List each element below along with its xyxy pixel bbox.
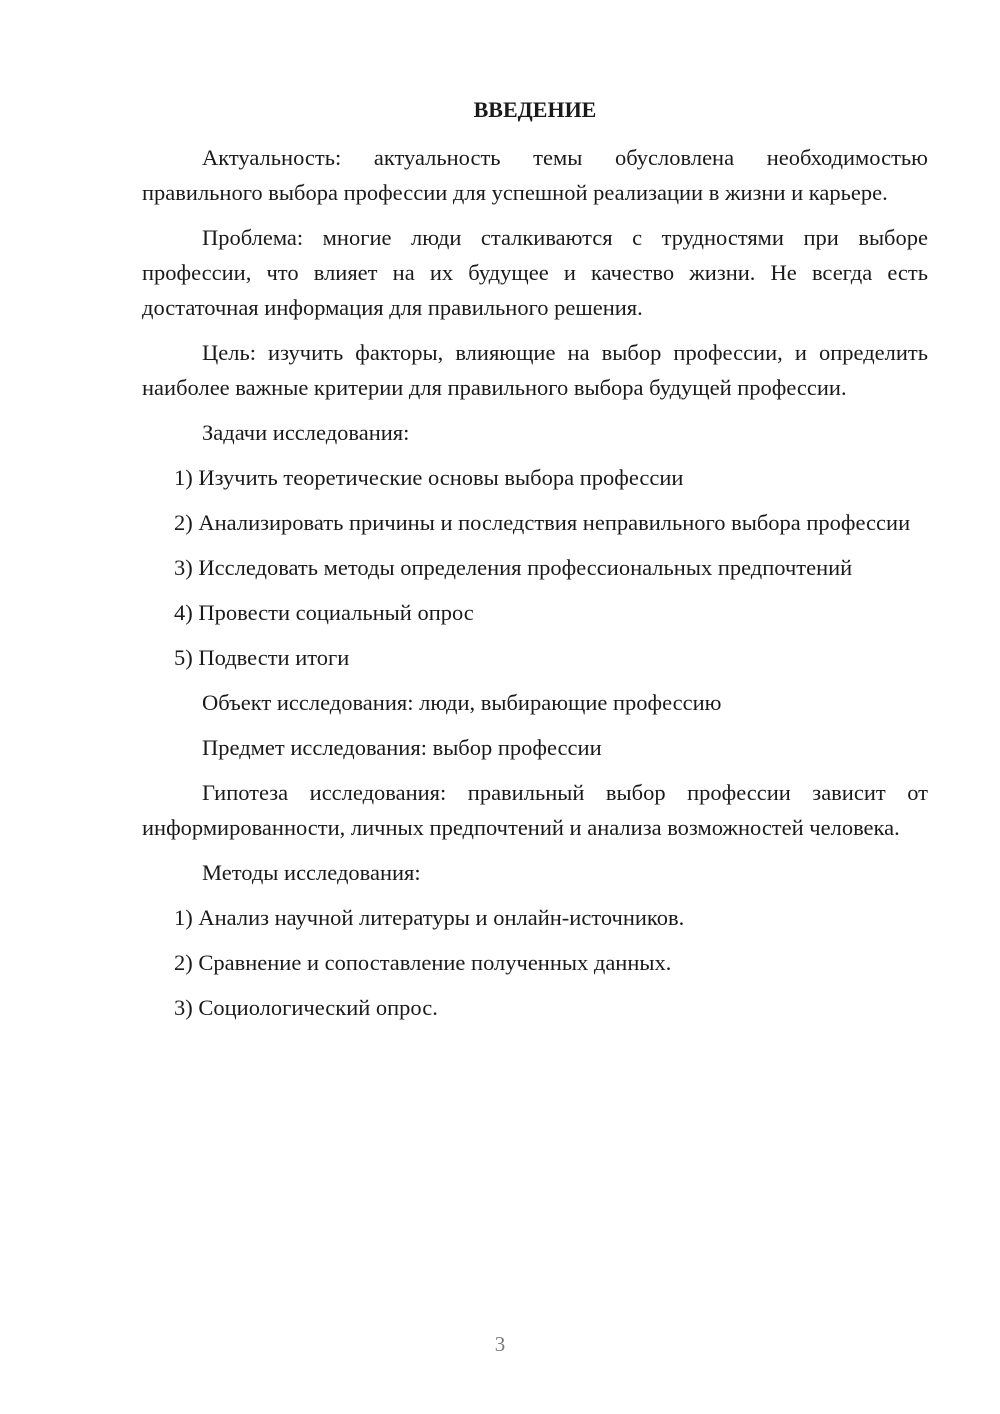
page-number: 3 (494, 1332, 506, 1356)
method-item: 3) Социологический опрос. (174, 995, 438, 1020)
problem-paragraph: Проблема: многие люди сталкиваются с трудностями при выборе профессии, что влияет на их будущее и качество жизни. Не всегда есть достаточная информация для правильного решения. (142, 225, 928, 320)
subject-paragraph: Предмет исследования: выбор профессии (202, 735, 602, 760)
goal-paragraph: Цель: изучить факторы, влияющие на выбор профессии, и определить наиболее важные критерии для правильного выбора будущей профессии. (142, 340, 928, 400)
task-item: 1) Изучить теоретические основы выбора профессии (174, 465, 684, 490)
relevance-paragraph: Актуальность: актуальность темы обусловлена необходимостью правильного выбора профессии для успешной реализации в жизни и карьере. (142, 145, 928, 205)
methods-heading: Методы исследования: (202, 860, 421, 885)
section-title: ВВЕДЕНИЕ (473, 97, 597, 122)
task-item: 5) Подвести итоги (174, 645, 350, 670)
task-item: 2) Анализировать причины и последствия неправильного выбора профессии (174, 510, 911, 535)
task-item: 3) Исследовать методы определения профессиональных предпочтений (174, 555, 853, 580)
tasks-list (142, 460, 928, 675)
hypothesis-paragraph: Гипотеза исследования: правильный выбор профессии зависит от информированности, личных предпочтений и анализа возможностей человека. (142, 780, 928, 840)
method-item: 1) Анализ научной литературы и онлайн-источников. (174, 905, 685, 930)
document-page (142, 90, 928, 1035)
object-paragraph: Объект исследования: люди, выбирающие профессию (202, 690, 722, 715)
tasks-heading: Задачи исследования: (202, 420, 410, 445)
method-item: 2) Сравнение и сопоставление полученных данных. (174, 950, 672, 975)
methods-list (142, 900, 928, 1025)
task-item: 4) Провести социальный опрос (174, 600, 474, 625)
